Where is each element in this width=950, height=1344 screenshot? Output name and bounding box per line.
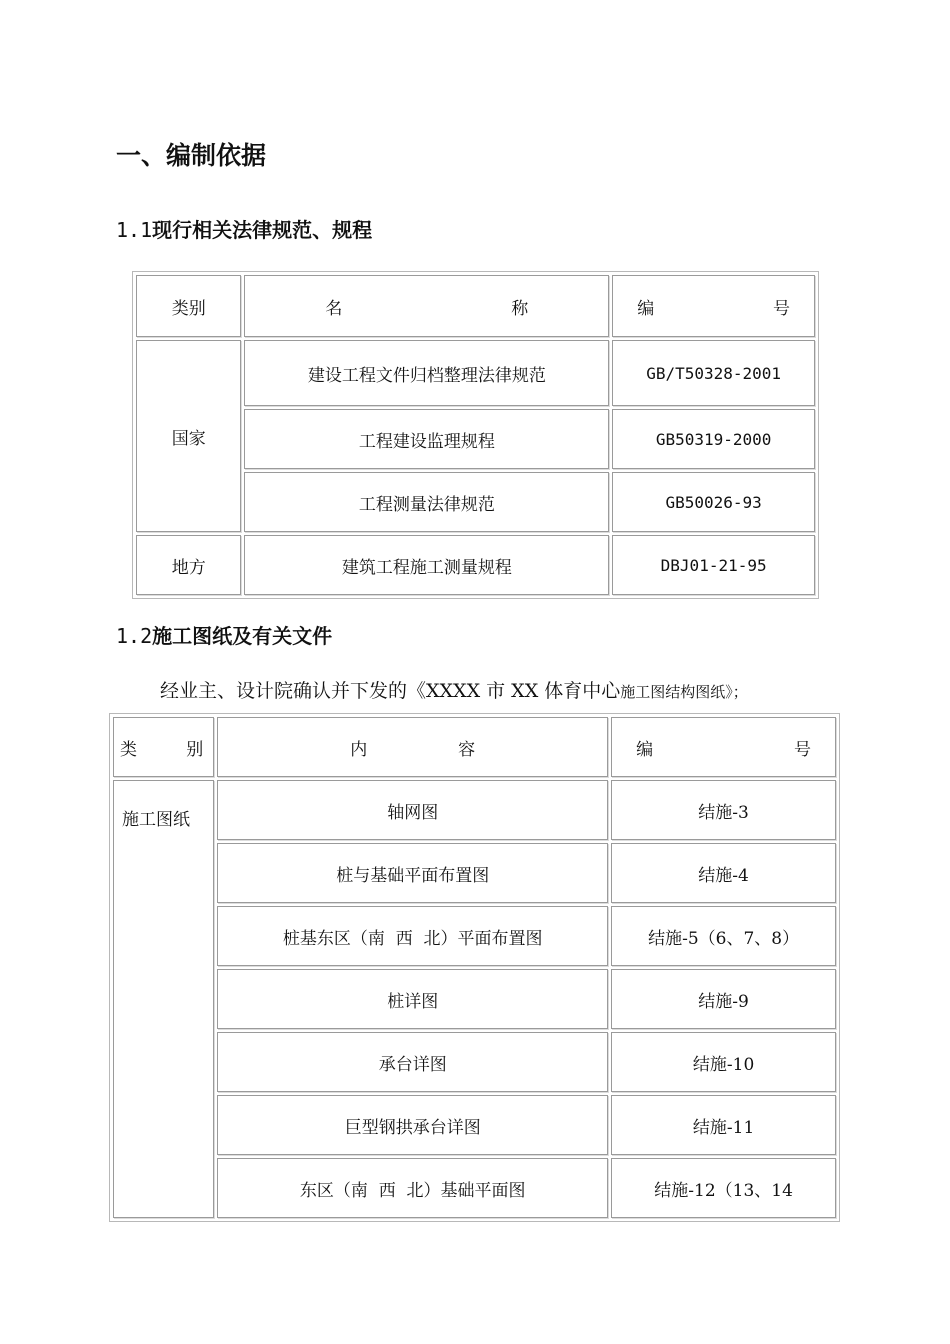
table-cell-code: 结施-10 <box>611 1032 836 1092</box>
subsection-title: 现行相关法律规范、规程 <box>152 218 373 242</box>
table-cell-code: 结施-12（13、14 <box>611 1158 836 1218</box>
group-national: 国家 <box>136 340 241 532</box>
paragraph-main-text: 经业主、设计院确认并下发的《XXXX 市 XX 体育中心 <box>160 680 621 702</box>
table-cell-code: DBJ01-21-95 <box>612 535 815 595</box>
header-category: 类 别 <box>113 717 214 777</box>
table-cell-name: 轴网图 <box>217 780 608 840</box>
subsection-heading-1-2 <box>116 620 332 649</box>
subsection-title: 施工图纸及有关文件 <box>152 624 333 648</box>
table-cell-code: 结施-11 <box>611 1095 836 1155</box>
table-cell-code: 结施-5（6、7、8） <box>611 906 836 966</box>
header-category: 类别 <box>136 275 241 337</box>
subsection-heading-1-1 <box>116 214 372 243</box>
header-name: 名 称 <box>244 275 609 337</box>
table-cell-code: GB50319-2000 <box>612 409 815 469</box>
regulations-table <box>132 271 819 599</box>
group-construction-drawings: 施工图纸 <box>113 780 214 1218</box>
table-cell-name: 建筑工程施工测量规程 <box>244 535 609 595</box>
table-cell-name: 东区（南 西 北）基础平面图 <box>217 1158 608 1218</box>
paragraph-small-text: 施工图结构图纸》； <box>620 683 748 701</box>
table-cell-name: 工程建设监理规程 <box>244 409 609 469</box>
table-cell-code: GB50026-93 <box>612 472 815 532</box>
documents-paragraph <box>160 676 748 703</box>
table-cell-name: 桩与基础平面布置图 <box>217 843 608 903</box>
table-cell-code: 结施-3 <box>611 780 836 840</box>
subsection-number: 1.1 <box>116 218 153 242</box>
group-local: 地方 <box>136 535 241 595</box>
table-cell-name: 桩基东区（南 西 北）平面布置图 <box>217 906 608 966</box>
subsection-number: 1.2 <box>116 624 153 648</box>
table-cell-name: 巨型钢拱承台详图 <box>217 1095 608 1155</box>
table-cell-code: 结施-4 <box>611 843 836 903</box>
table-cell-name: 承台详图 <box>217 1032 608 1092</box>
table-cell-code: GB/T50328-2001 <box>612 340 815 406</box>
header-code: 编 号 <box>611 717 836 777</box>
header-content: 内 容 <box>217 717 608 777</box>
table-cell-name: 工程测量法律规范 <box>244 472 609 532</box>
drawings-table <box>109 713 840 1222</box>
table-cell-name: 桩详图 <box>217 969 608 1029</box>
table-cell-name: 建设工程文件归档整理法律规范 <box>244 340 609 406</box>
table-cell-code: 结施-9 <box>611 969 836 1029</box>
header-code: 编 号 <box>612 275 815 337</box>
section-heading: 一、编制依据 <box>116 141 267 170</box>
